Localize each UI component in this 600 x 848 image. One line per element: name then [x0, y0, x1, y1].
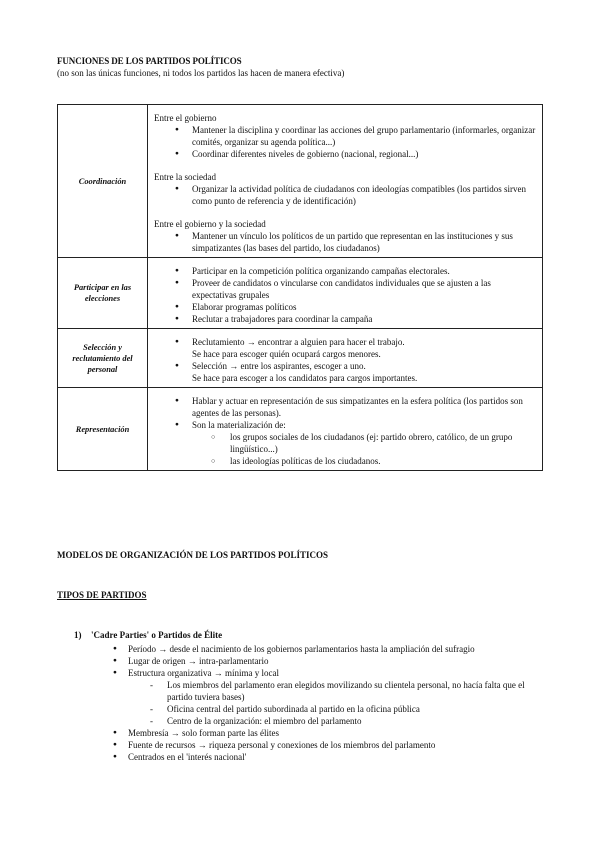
list-item: ● Reclutar a trabajadores para coordinar la campaña — [154, 313, 536, 325]
section-number: 1) — [74, 630, 82, 640]
row-label-elecciones: Participar en las elecciones — [58, 258, 148, 329]
functions-table — [57, 104, 543, 471]
group-gobierno — [154, 112, 536, 160]
item-main: Son la materialización de: — [192, 420, 286, 430]
table-row-representacion — [58, 388, 543, 471]
group-heading: Entre la sociedad — [154, 172, 216, 182]
list-item: ● Participar en la competición política organizando campañas electorales. — [154, 265, 536, 277]
dash-item: - Los miembros del parlamento eran elegidos movilizando su clientela personal, no hacía falta que el partido tuviera bases) — [57, 679, 547, 703]
item-main: Estructura organizativa → mínima y local — [128, 668, 280, 678]
list-item: ● Mantener la disciplina y coordinar las acciones del grupo parlamentario (informarles, organizar comités, organizar su agenda política...) — [154, 124, 536, 148]
list-item — [154, 336, 536, 360]
list-item: ● Lugar de origen → intra-parlamentario — [57, 655, 547, 667]
row-content-representacion — [148, 388, 543, 471]
group-gobierno-sociedad — [154, 218, 536, 254]
group-heading: Entre el gobierno y la sociedad — [154, 219, 266, 229]
table-row-coordinacion — [58, 105, 543, 258]
row-label-representacion: Representación — [58, 388, 148, 471]
row-content-seleccion — [148, 329, 543, 388]
row-label-coordinacion: Coordinación — [58, 105, 148, 258]
item-continuation: Se hace para escoger a los candidatos para cargos importantes. — [192, 373, 418, 383]
list-item: ● Membresía → solo forman parte las élites — [57, 727, 547, 739]
list-item: ● Hablar y actuar en representación de sus simpatizantes en la esfera política (los partidos son agentes de las personas). — [154, 395, 536, 419]
types-heading: TIPOS DE PARTIDOS — [57, 590, 147, 600]
row-content-coordinacion — [148, 105, 543, 258]
section-title — [57, 629, 547, 641]
row-content-elecciones — [148, 258, 543, 329]
item-main: Reclutamiento → encontrar a alguien para hacer el trabajo. — [192, 337, 405, 347]
models-heading: MODELOS DE ORGANIZACIÓN DE LOS PARTIDOS POLÍTICOS — [57, 550, 329, 560]
list-item: ● Período → desde el nacimiento de los gobiernos parlamentarios hasta la ampliación del sufragio — [57, 643, 547, 655]
list-item: ● Organizar la actividad política de ciudadanos con ideologías compatibles (los partidos sirven como punto de referencia y de identificación) — [154, 183, 536, 207]
item-continuation: Se hace para escoger quién ocupará cargos menores. — [192, 349, 381, 359]
list-item: ● Centrados en el 'interés nacional' — [57, 751, 547, 763]
table-row-elecciones — [58, 258, 543, 329]
section-title-text: 'Cadre Parties' o Partidos de Élite — [91, 630, 223, 640]
doc-subtitle: (no son las únicas funciones, ni todos los partidos las hacen de manera efectiva) — [57, 68, 345, 78]
list-item: ● Mantener un vínculo los políticos de un partido que representan en las instituciones y sus simpatizantes (las bases del partido, los ciudadanos) — [154, 230, 536, 254]
sub-list-item: ○ los grupos sociales de los ciudadanos (ej: partido obrero, católico, de un grupo lingüístico...) — [192, 431, 536, 455]
list-item: ● Coordinar diferentes niveles de gobierno (nacional, regional...) — [154, 148, 536, 160]
table-row-seleccion — [58, 329, 543, 388]
list-item: ● Proveer de candidatos o vincularse con candidatos individuales que se ajusten a las expectativas grupales — [154, 277, 536, 301]
list-item: ● Fuente de recursos → riqueza personal y conexiones de los miembros del parlamento — [57, 739, 547, 751]
list-item — [57, 667, 547, 727]
list-item — [154, 360, 536, 384]
section-cadre-parties — [57, 629, 547, 763]
list-item — [154, 419, 536, 467]
item-main: Selección → entre los aspirantes, escoger a uno. — [192, 361, 366, 371]
dash-item: - Centro de la organización: el miembro del parlamento — [57, 715, 547, 727]
dash-item: - Oficina central del partido subordinada al partido en la oficina pública — [57, 703, 547, 715]
list-item: ● Elaborar programas políticos — [154, 301, 536, 313]
sub-list-item: ○ las ideologías políticas de los ciudadanos. — [192, 455, 536, 467]
doc-title: FUNCIONES DE LOS PARTIDOS POLÍTICOS — [57, 56, 242, 66]
group-heading: Entre el gobierno — [154, 113, 217, 123]
row-label-seleccion: Selección y reclutamiento del personal — [58, 329, 148, 388]
group-sociedad — [154, 171, 536, 207]
